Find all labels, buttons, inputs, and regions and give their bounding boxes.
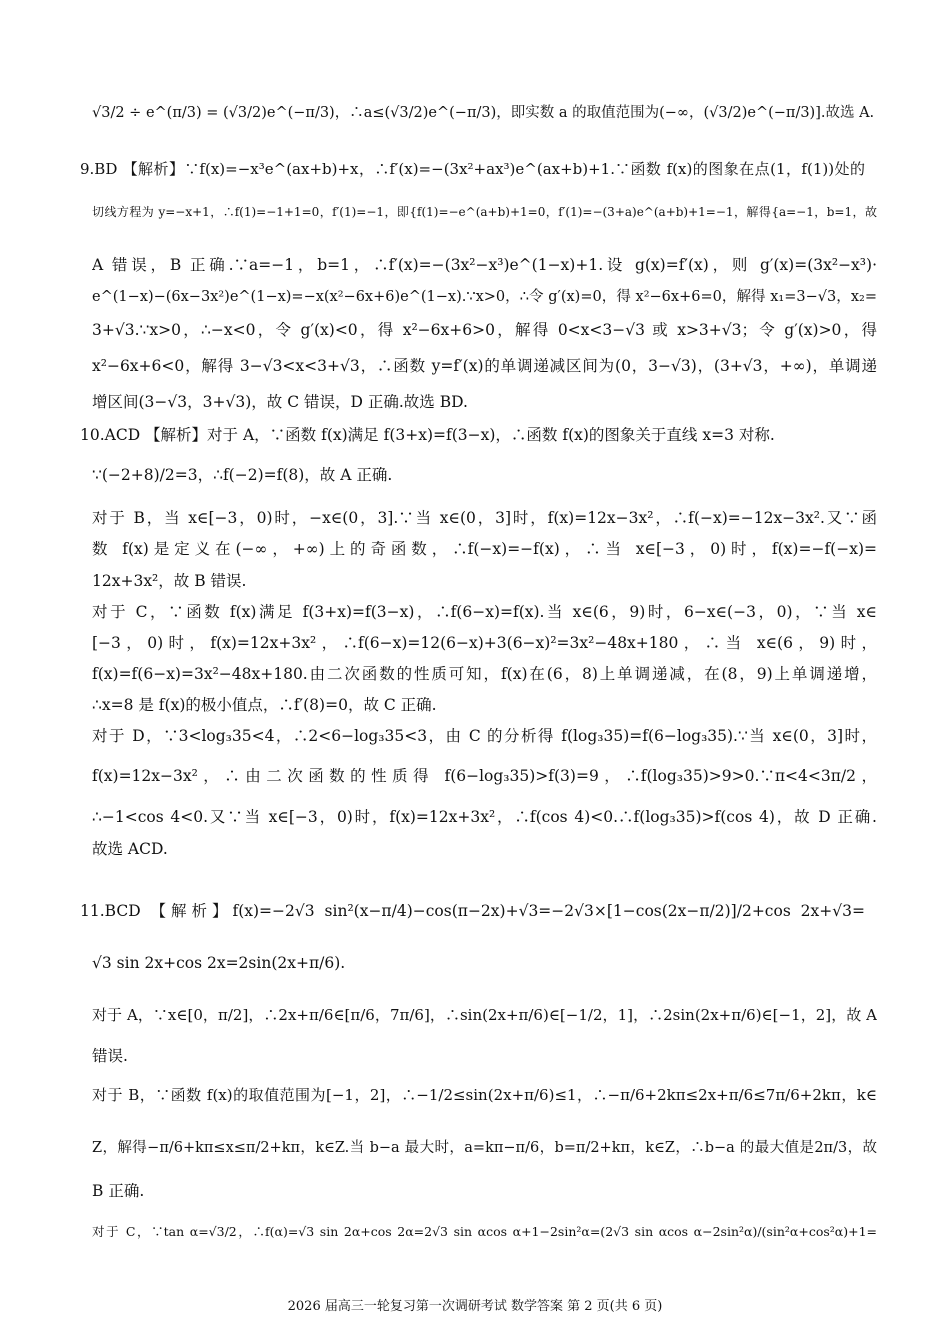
- text-line: 对于 C，∵tan α=√3/2，∴f(α)=√3 sin 2α+cos 2α=2√3 sin αcos α+1−2sin²α=(2√3 sin αcos α−2sin²α)/(sin²α+cos²α)+1=: [92, 1224, 877, 1239]
- text-line: 对于 A，∵x∈[0，π/2]，∴2x+π/6∈[π/6，7π/6]，∴sin(2x+π/6)∈[−1/2，1]，∴2sin(2x+π/6)∈[−1，2]，故 A: [92, 1006, 877, 1024]
- text-line: 切线方程为 y=−x+1，∴f(1)=−1+1=0，f′(1)=−1，即{f(1)=−e^(a+b)+1=0，f′(1)=−(3+a)e^(a+b)+1=−1，解得{a=−1，b=1，故: [92, 205, 877, 219]
- text-line: 10.ACD 【解析】对于 A，∵函数 f(x)满足 f(3+x)=f(3−x)，∴函数 f(x)的图象关于直线 x=3 对称.: [80, 426, 775, 444]
- text-line: 3+√3.∵x>0，∴−x<0，令 g′(x)<0，得 x²−6x+6>0，解得 0<x<3−√3 或 x>3+√3；令 g′(x)>0，得: [92, 321, 877, 339]
- text-line: 增区间(3−√3，3+√3)，故 C 错误，D 正确.故选 BD.: [92, 393, 468, 411]
- page-footer: 2026 届高三一轮复习第一次调研考试 数学答案 第 2 页(共 6 页): [287, 1299, 663, 1314]
- text-line: 9.BD 【解析】∵f(x)=−x³e^(ax+b)+x，∴f′(x)=−(3x²+ax³)e^(ax+b)+1.∵函数 f(x)的图象在点(1，f(1))处的: [80, 160, 865, 178]
- text-line: 数 f(x)是定义在(−∞，+∞)上的奇函数，∴f(−x)=−f(x)，∴当 x∈[−3，0)时，f(x)=−f(−x)=: [92, 540, 877, 558]
- text-line: 对于 C，∵函数 f(x)满足 f(3+x)=f(3−x)，∴f(6−x)=f(x).当 x∈(6，9)时，6−x∈(−3，0)，∵当 x∈: [92, 603, 877, 621]
- text-line: f(x)=f(6−x)=3x²−48x+180.由二次函数的性质可知，f(x)在(6，8)上单调递减，在(8，9)上单调递增，: [92, 665, 877, 683]
- text-line: Z，解得−π/6+kπ≤x≤π/2+kπ，k∈Z.当 b−a 最大时，a=kπ−π/6，b=π/2+kπ，k∈Z，∴b−a 的最大值是2π/3，故: [92, 1140, 877, 1156]
- text-line: B 正确.: [92, 1182, 145, 1200]
- text-line: [−3，0)时，f(x)=12x+3x²，∴f(6−x)=12(6−x)+3(6−x)²=3x²−48x+180，∴当 x∈(6，9)时，: [92, 634, 877, 652]
- text-line: 12x+3x²，故 B 错误.: [92, 572, 247, 590]
- text-line: 对于 B，当 x∈[−3，0)时，−x∈(0，3].∵当 x∈(0，3]时，f(x)=12x−3x²，∴f(−x)=−12x−3x².又∵函: [92, 509, 877, 527]
- text-line: √3 sin 2x+cos 2x=2sin(2x+π/6).: [92, 954, 346, 972]
- text-line: A 错误，B 正确.∵a=−1，b=1，∴f′(x)=−(3x²−x³)e^(1−x)+1.设 g(x)=f′(x)，则 g′(x)=(3x²−x³)·: [92, 256, 877, 274]
- text-line: ∴−1<cos 4<0.又∵当 x∈[−3，0)时，f(x)=12x+3x²，∴f(cos 4)<0.∴f(log₃35)>f(cos 4)，故 D 正确.: [92, 808, 877, 826]
- text-line: 对于 D，∵3<log₃35<4，∴2<6−log₃35<3，由 C 的分析得 f(log₃35)=f(6−log₃35).∵当 x∈(0，3]时，: [92, 727, 877, 745]
- text-line: 11.BCD 【解析】f(x)=−2√3 sin²(x−π/4)−cos(π−2x)+√3=−2√3×[1−cos(2x−π/2)]/2+cos 2x+√3=: [80, 902, 865, 920]
- text-line: 故选 ACD.: [92, 840, 168, 858]
- text-line: f(x)=12x−3x²，∴由二次函数的性质得 f(6−log₃35)>f(3)=9，∴f(log₃35)>9>0.∵π<4<3π/2，: [92, 767, 877, 785]
- text-line: e^(1−x)−(6x−3x²)e^(1−x)=−x(x²−6x+6)e^(1−x).∵x>0，∴令 g′(x)=0，得 x²−6x+6=0，解得 x₁=3−√3，x₂=: [92, 289, 877, 305]
- text-line: x²−6x+6<0，解得 3−√3<x<3+√3，∴函数 y=f′(x)的单调递减区间为(0，3−√3)，(3+√3，+∞)，单调递: [92, 357, 877, 375]
- text-line: ∴x=8 是 f(x)的极小值点，∴f′(8)=0，故 C 正确.: [92, 696, 437, 714]
- text-line: √3/2 ÷ e^(π/3) = (√3/2)e^(−π/3)，∴a≤(√3/2)e^(−π/3)，即实数 a 的取值范围为(−∞，(√3/2)e^(−π/3)].故选 A.: [92, 105, 875, 121]
- text-line: 对于 B，∵函数 f(x)的取值范围为[−1，2]，∴−1/2≤sin(2x+π/6)≤1，∴−π/6+2kπ≤2x+π/6≤7π/6+2kπ，k∈: [92, 1086, 877, 1104]
- text-line: ∵(−2+8)/2=3，∴f(−2)=f(8)，故 A 正确.: [92, 466, 393, 484]
- text-line: 错误.: [92, 1047, 128, 1065]
